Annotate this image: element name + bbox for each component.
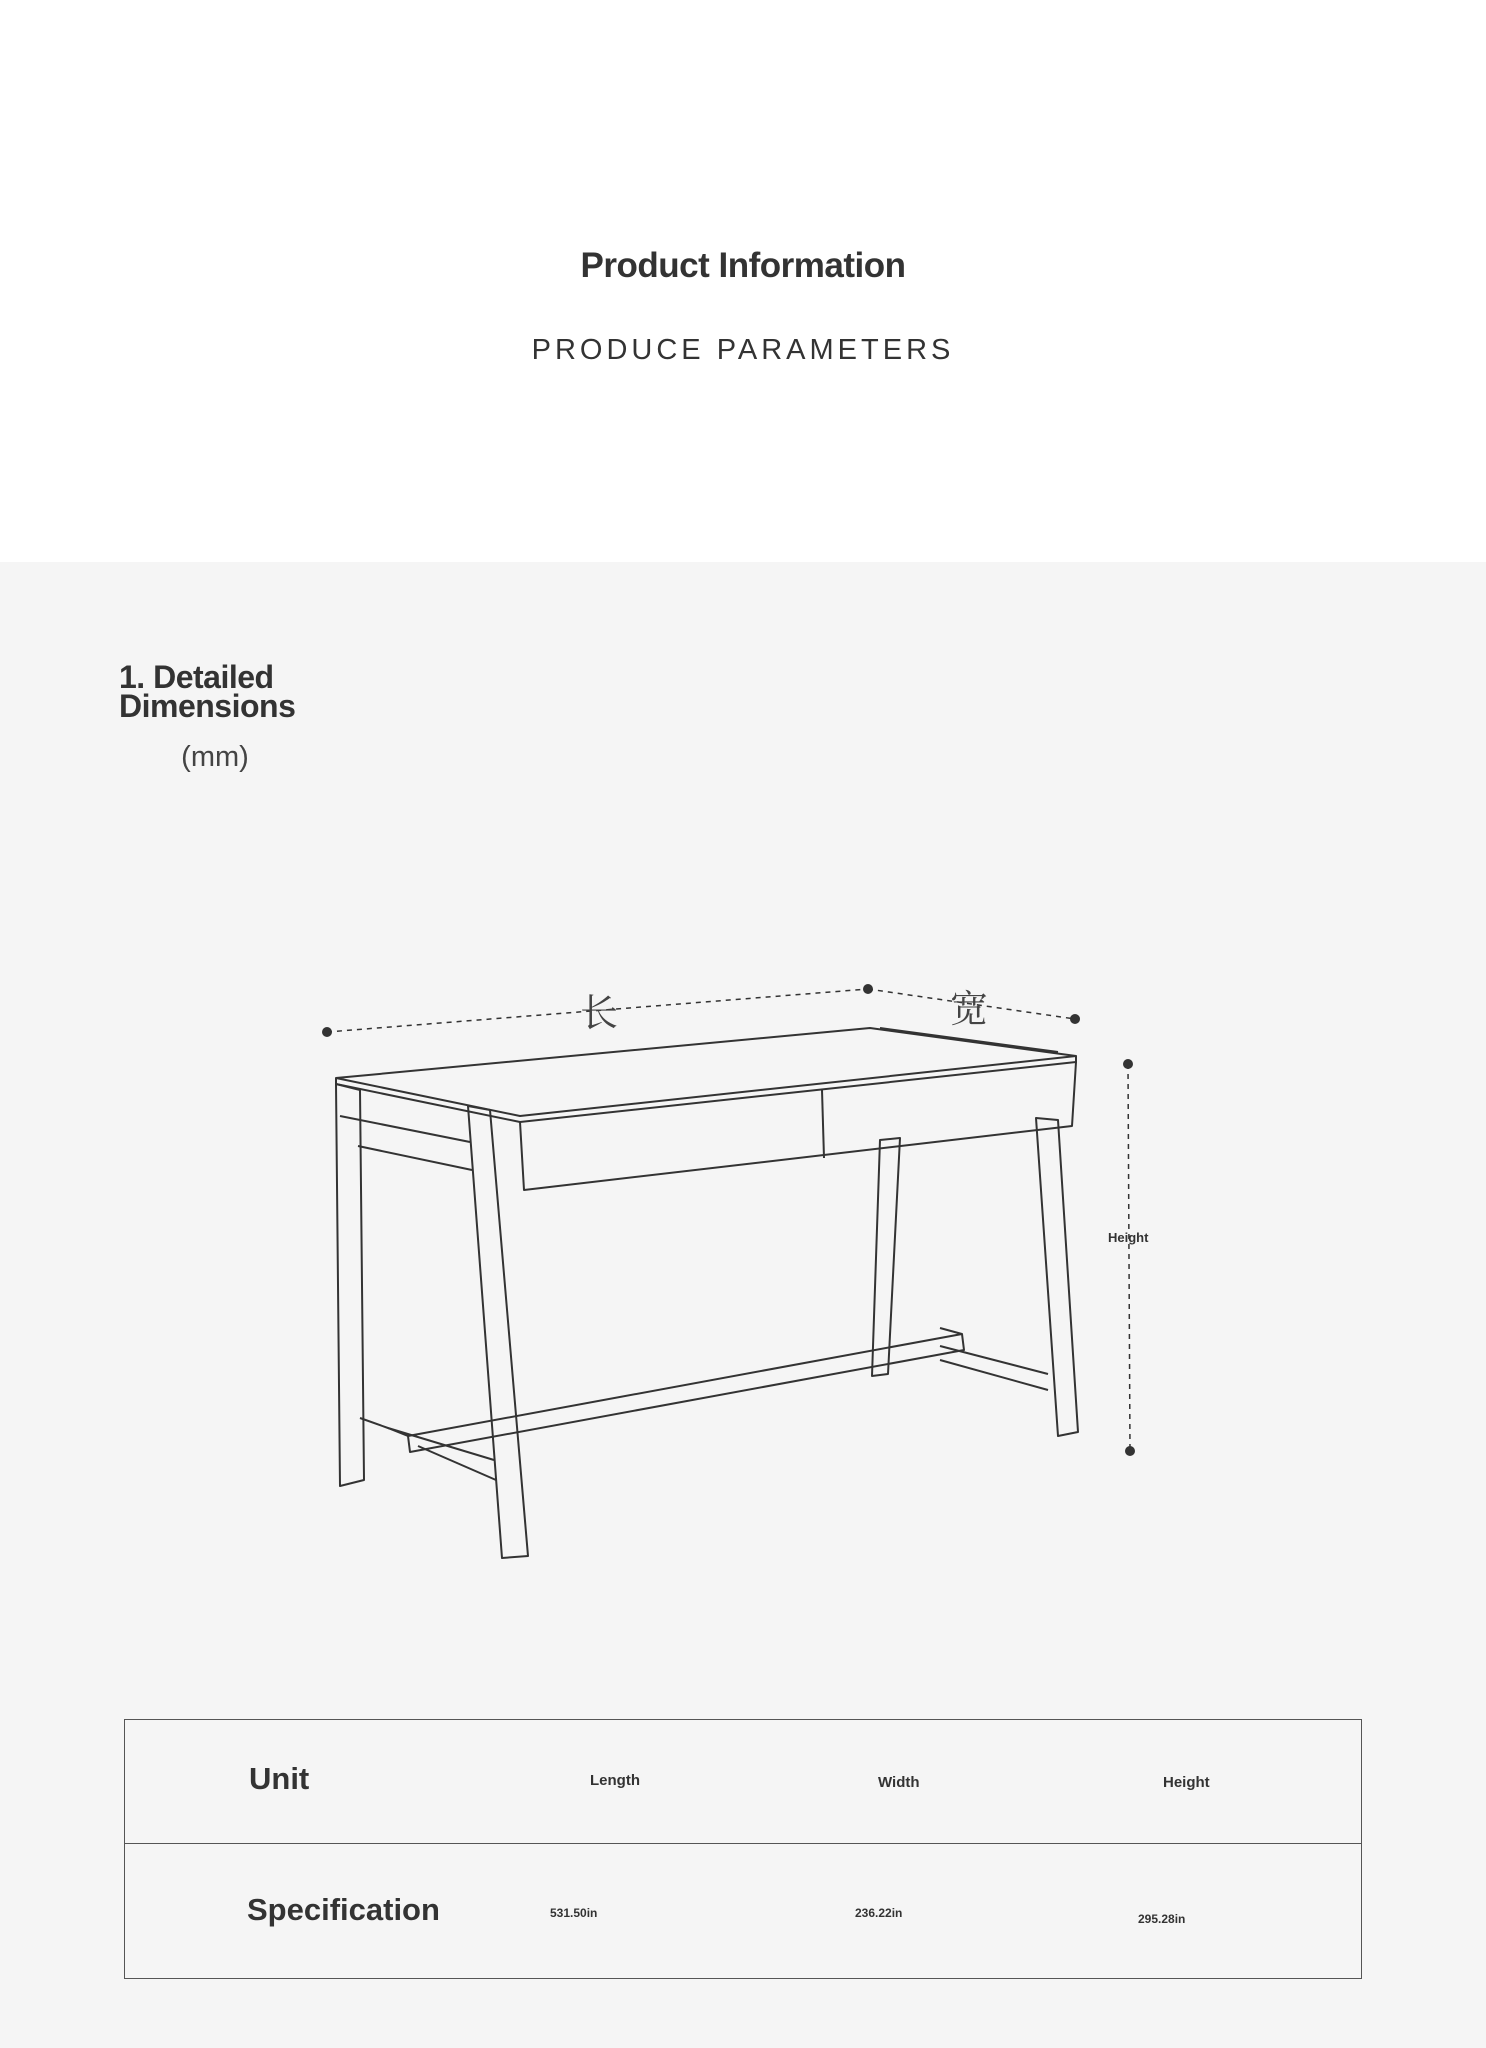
- spec-length-value: 531.50in: [550, 1906, 598, 1920]
- tabletop: [336, 1028, 1076, 1122]
- table-header-width: Width: [878, 1774, 920, 1791]
- header-area: [0, 0, 1486, 562]
- desk-diagram: [300, 970, 1160, 1570]
- spec-table: [124, 1719, 1362, 1979]
- section-title-line1: 1. Detailed: [119, 659, 274, 695]
- table-header-length: Length: [590, 1772, 640, 1789]
- width-label: 宽: [950, 989, 989, 1031]
- dimension-lines: [327, 989, 1130, 1451]
- spec-width-value: 236.22in: [855, 1906, 903, 1920]
- section-unit: (mm): [181, 741, 249, 773]
- page-title: Product Information: [580, 246, 906, 285]
- page-subtitle: PRODUCE PARAMETERS: [531, 334, 955, 366]
- height-label: Height: [1108, 1230, 1149, 1245]
- dimension-dots: [322, 984, 1135, 1456]
- section-title: [119, 659, 419, 724]
- desk-legs: [336, 1084, 1078, 1558]
- spec-height-value: 295.28in: [1138, 1912, 1186, 1926]
- table-row-unit-label: Unit: [249, 1761, 310, 1796]
- table-row-spec-label: Specification: [247, 1892, 440, 1927]
- drawer-box: [520, 1062, 1076, 1190]
- table-header-height: Height: [1163, 1774, 1210, 1791]
- foot-rail: [360, 1328, 1048, 1480]
- section-title-line2: Dimensions: [119, 688, 296, 724]
- table-row-divider: [125, 1843, 1361, 1844]
- length-label: 长: [580, 993, 619, 1035]
